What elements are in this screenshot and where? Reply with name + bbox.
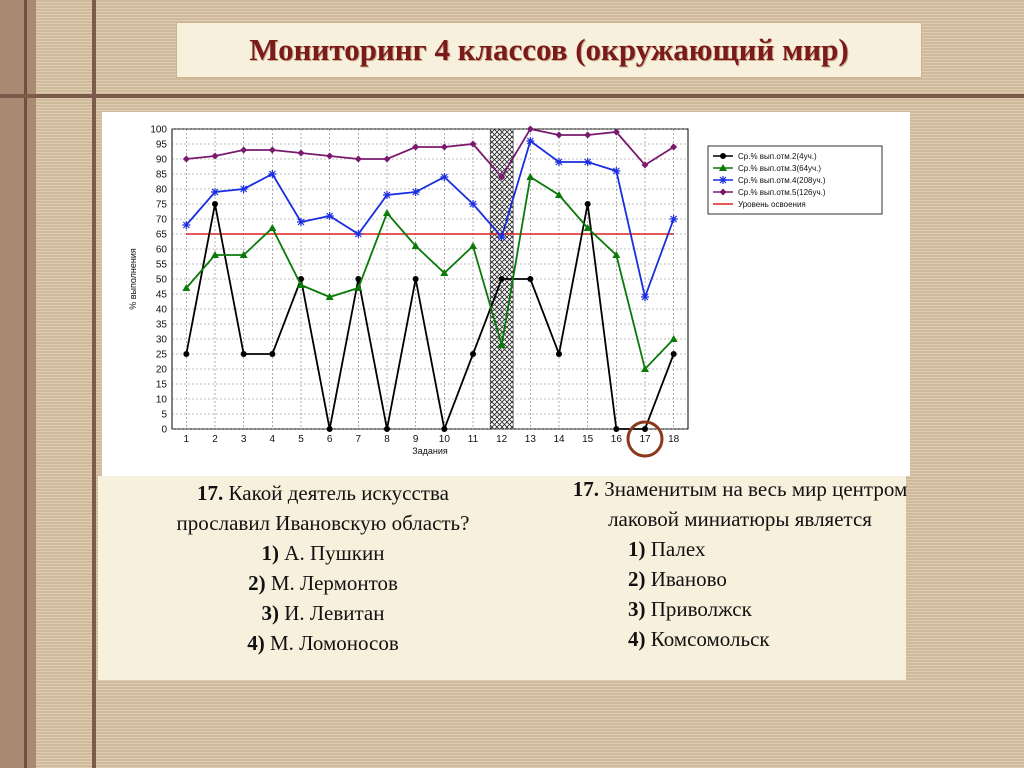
option-text: А. Пушкин <box>284 541 385 565</box>
slide-title: Мониторинг 4 классов (окружающий мир) <box>249 32 849 67</box>
data-point <box>556 351 562 357</box>
x-tick-label: 5 <box>298 434 304 445</box>
data-point <box>498 233 506 241</box>
x-tick-label: 16 <box>610 434 622 445</box>
data-point <box>441 426 447 432</box>
y-tick-label: 95 <box>155 139 167 151</box>
y-tick-label: 90 <box>155 154 167 166</box>
data-point <box>269 351 275 357</box>
data-point <box>440 173 448 181</box>
x-tick-label: 17 <box>639 434 651 445</box>
legend-label: Ср.% вып.отм.3(64уч.) <box>738 164 822 173</box>
data-point <box>211 188 219 196</box>
y-tick-label: 75 <box>155 199 167 211</box>
y-axis-title: % выполнения <box>128 248 138 310</box>
y-tick-label: 70 <box>155 214 167 226</box>
data-point <box>297 218 305 226</box>
data-point <box>268 170 276 178</box>
data-point <box>526 137 534 145</box>
data-point <box>384 426 390 432</box>
question-2-option: 1) Палех <box>628 537 706 561</box>
y-tick-label: 5 <box>161 409 167 421</box>
chart-panel <box>102 112 910 476</box>
y-tick-label: 65 <box>155 229 167 241</box>
x-tick-label: 15 <box>582 434 594 445</box>
data-point <box>413 276 419 282</box>
question-2-option: 3) Приволжск <box>628 597 752 621</box>
left-decor-bar <box>0 0 36 768</box>
data-point <box>241 351 247 357</box>
option-number: 3 <box>261 601 272 625</box>
option-number: 4 <box>247 631 258 655</box>
data-point <box>642 426 648 432</box>
data-point <box>720 153 726 159</box>
question-1-stem-line-2: прославил Ивановскую область? <box>176 511 470 535</box>
legend-label: Ср.% вып.отм.4(208уч.) <box>738 176 826 185</box>
y-tick-label: 85 <box>155 169 167 181</box>
question-1 <box>128 478 518 658</box>
y-tick-label: 20 <box>155 364 167 376</box>
data-point <box>183 351 189 357</box>
data-point <box>641 293 649 301</box>
data-point <box>412 188 420 196</box>
y-tick-label: 35 <box>155 319 167 331</box>
data-point <box>670 215 678 223</box>
x-tick-label: 4 <box>269 434 276 445</box>
data-point <box>584 158 592 166</box>
data-point <box>527 276 533 282</box>
x-tick-label: 8 <box>384 434 390 445</box>
data-point <box>469 200 477 208</box>
option-text: Комсомольск <box>650 627 770 651</box>
y-tick-label: 55 <box>155 259 167 271</box>
option-number: 3 <box>628 597 639 621</box>
y-tick-label: 0 <box>161 424 167 436</box>
question-1-number: 17. <box>197 481 224 505</box>
question-2 <box>520 474 960 654</box>
y-tick-label: 50 <box>155 274 167 286</box>
option-text: М. Лермонтов <box>270 571 398 595</box>
x-tick-label: 10 <box>438 434 450 445</box>
question-1-option: 2) М. Лермонтов <box>248 571 398 595</box>
data-point <box>671 351 677 357</box>
option-text: Палех <box>650 537 706 561</box>
data-point <box>182 221 190 229</box>
x-tick-label: 14 <box>553 434 565 445</box>
data-point <box>326 212 334 220</box>
legend-label: Ср.% вып.отм.5(126уч.) <box>738 188 826 197</box>
x-tick-label: 1 <box>183 434 190 445</box>
x-tick-label: 11 <box>467 434 479 445</box>
line-chart <box>102 112 910 476</box>
left-decor-line <box>24 0 27 768</box>
data-point <box>499 276 505 282</box>
question-1-stem <box>128 478 518 508</box>
question-1-stem-line-1: Какой деятель искусства <box>228 481 449 505</box>
x-tick-label: 9 <box>412 434 419 445</box>
option-text: И. Левитан <box>284 601 385 625</box>
x-tick-label: 13 <box>524 434 536 445</box>
option-number: 2 <box>628 567 639 591</box>
question-1-option: 1) А. Пушкин <box>261 541 385 565</box>
y-tick-label: 25 <box>155 349 167 361</box>
option-text: Приволжск <box>650 597 752 621</box>
title-box <box>176 22 922 78</box>
y-tick-label: 15 <box>155 379 167 391</box>
option-number: 4 <box>628 627 639 651</box>
option-number: 2 <box>248 571 259 595</box>
data-point <box>555 158 563 166</box>
question-2-number: 17. <box>572 477 599 501</box>
x-tick-label: 18 <box>668 434 680 445</box>
y-tick-label: 45 <box>155 289 167 301</box>
question-2-option: 4) Комсомольск <box>628 627 770 651</box>
question-2-stem-line-1: Знаменитым на весь мир центром <box>604 477 908 501</box>
data-point <box>383 191 391 199</box>
x-tick-label: 6 <box>326 434 333 445</box>
data-point <box>327 426 333 432</box>
option-text: Иваново <box>650 567 727 591</box>
x-tick-label: 7 <box>355 434 362 445</box>
option-number: 1 <box>261 541 273 565</box>
data-point <box>719 176 727 184</box>
data-point <box>240 185 248 193</box>
y-tick-label: 100 <box>150 124 167 136</box>
question-2-stem <box>520 474 960 504</box>
legend-label: Уровень освоения <box>738 200 806 209</box>
x-tick-label: 3 <box>240 434 247 445</box>
x-axis-title: Задания <box>412 446 448 456</box>
top-decor-line <box>0 94 1024 98</box>
legend-label: Ср.% вып.отм.2(4уч.) <box>738 152 817 161</box>
question-2-stem-line-2: лаковой миниатюры является <box>608 507 872 531</box>
question-1-option: 3) И. Левитан <box>261 601 385 625</box>
y-tick-label: 30 <box>155 334 167 346</box>
data-point <box>612 167 620 175</box>
x-tick-label: 2 <box>212 434 218 445</box>
left-decor-line-2 <box>92 0 96 768</box>
data-point <box>585 201 591 207</box>
y-tick-label: 10 <box>155 394 167 406</box>
data-point <box>613 426 619 432</box>
data-point <box>212 201 218 207</box>
data-point <box>354 230 362 238</box>
option-text: М. Ломоносов <box>269 631 399 655</box>
y-tick-label: 40 <box>155 304 167 316</box>
y-tick-label: 60 <box>155 244 167 256</box>
x-tick-label: 12 <box>496 434 508 445</box>
question-1-option: 4) М. Ломоносов <box>247 631 399 655</box>
option-number: 1 <box>628 537 639 561</box>
question-2-option: 2) Иваново <box>628 567 727 591</box>
data-point <box>470 351 476 357</box>
y-tick-label: 80 <box>155 184 167 196</box>
